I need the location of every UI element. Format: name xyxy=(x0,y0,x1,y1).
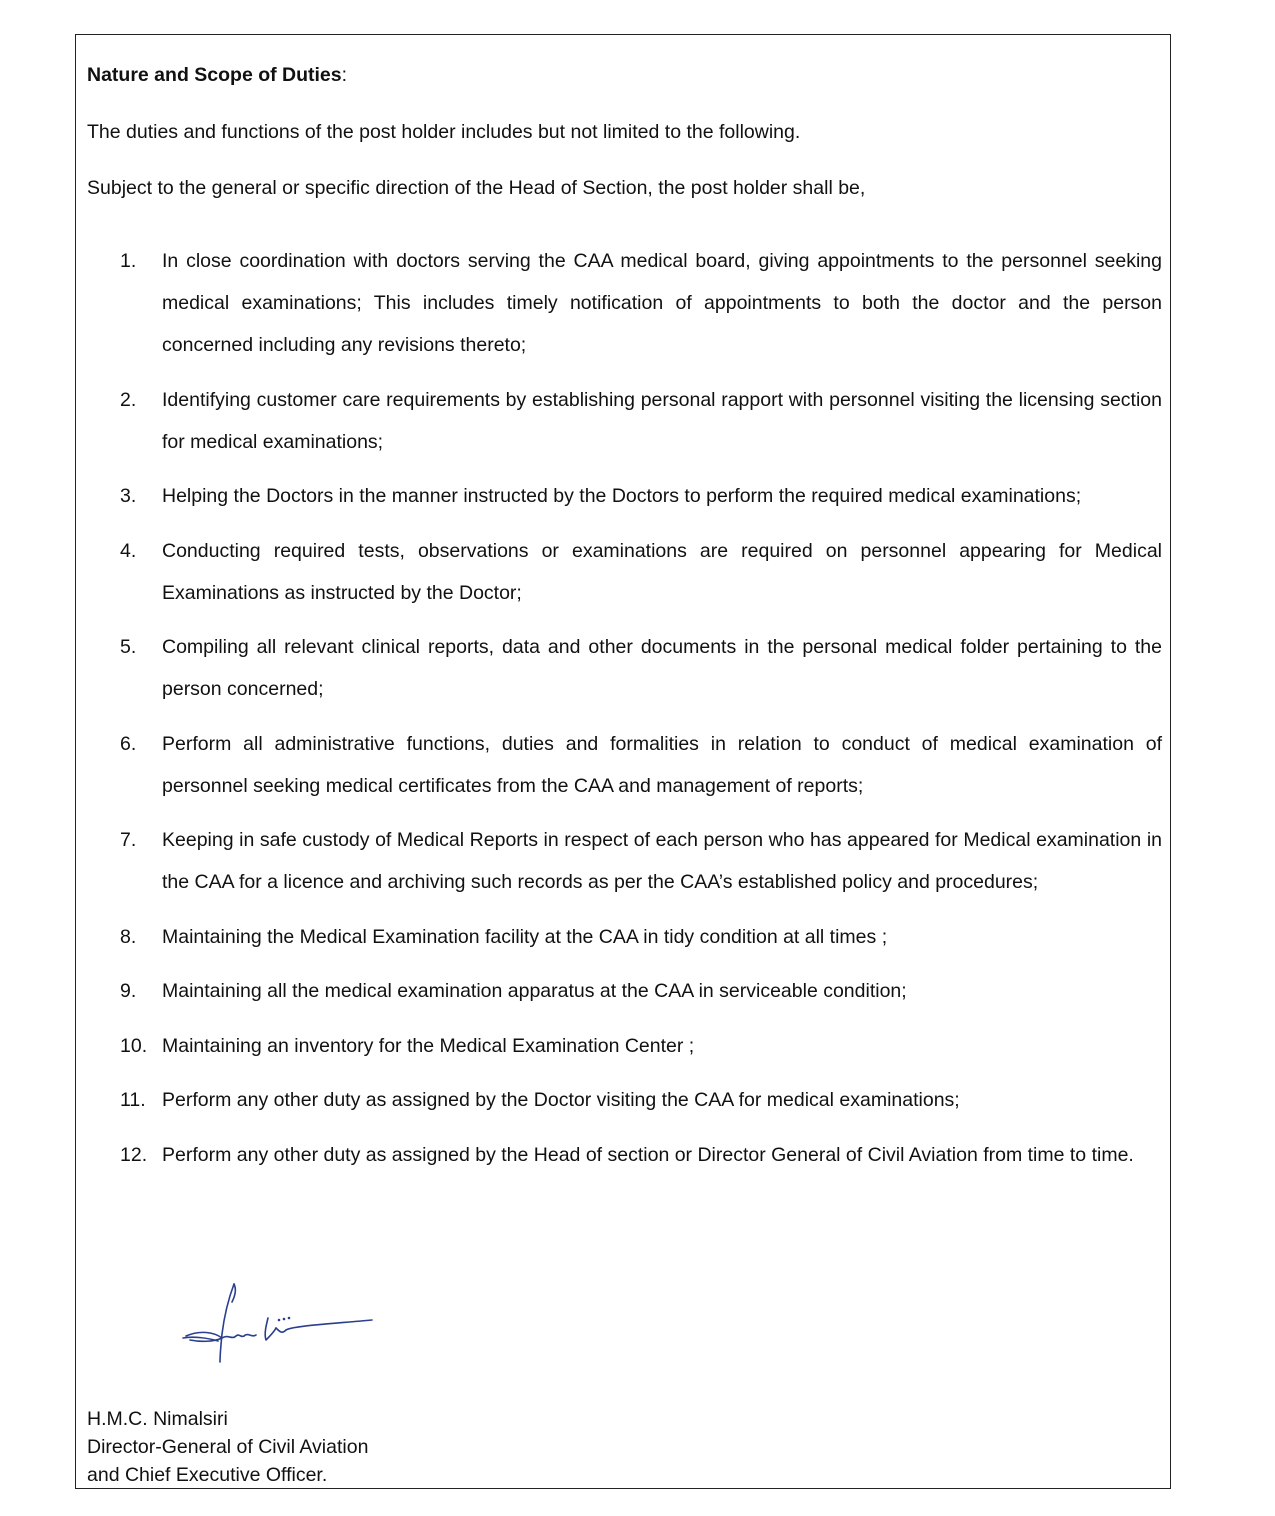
duty-number: 3. xyxy=(120,485,137,507)
duty-text: Conducting required tests, observations or examinations are required on personnel appearing for Medical Examinations as instructed by the Doctor; xyxy=(162,539,1162,604)
duty-number: 1. xyxy=(120,250,137,272)
duty-text: Perform any other duty as assigned by the Doctor visiting the CAA for medical examinations; xyxy=(162,1089,960,1111)
duty-item xyxy=(120,819,1162,903)
signatory-title-continued: and Chief Executive Officer. xyxy=(87,1464,328,1486)
duty-number: 2. xyxy=(120,388,137,411)
section-heading xyxy=(87,64,347,87)
subject-paragraph: Subject to the general or specific direction of the Head of Section, the post holder shall be, xyxy=(87,177,866,199)
section-heading-colon: : xyxy=(341,64,348,86)
duty-text: Perform any other duty as assigned by the Head of section or Director General of Civil Aviation from time to time. xyxy=(162,1143,1134,1166)
signatory-name: H.M.C. Nimalsiri xyxy=(87,1408,228,1430)
intro-paragraph: The duties and functions of the post holder includes but not limited to the following. xyxy=(87,121,801,143)
duty-text: Helping the Doctors in the manner instructed by the Doctors to perform the required medical examinations; xyxy=(162,485,1082,507)
duty-text: In close coordination with doctors serving the CAA medical board, giving appointments to the personnel seeking medical examinations; This includes timely notification of appointments to both the doctor and the person concerned including any revisions thereto; xyxy=(162,250,1162,356)
duty-item xyxy=(120,1079,1162,1121)
duty-item xyxy=(120,916,1162,958)
duty-item xyxy=(120,970,1162,1012)
duty-text: Maintaining the Medical Examination facility at the CAA in tidy condition at all times ; xyxy=(162,925,888,948)
duty-number: 5. xyxy=(120,636,137,658)
duty-text: Perform all administrative functions, duties and formalities in relation to conduct of medical examination of personnel seeking medical certificates from the CAA and management of reports; xyxy=(162,732,1162,797)
duty-item xyxy=(120,626,1162,710)
duty-item xyxy=(120,240,1162,366)
duty-item xyxy=(120,1134,1162,1176)
signatory-title: Director-General of Civil Aviation xyxy=(87,1436,369,1458)
duty-text: Identifying customer care requirements by establishing personal rapport with personnel visiting the licensing section for medical examinations; xyxy=(162,388,1162,453)
section-heading-text: Nature and Scope of Duties xyxy=(87,64,342,86)
duty-number: 12. xyxy=(120,1143,148,1166)
duty-number: 7. xyxy=(120,829,137,851)
signature-image xyxy=(178,1278,378,1373)
duty-number: 9. xyxy=(120,980,137,1002)
duty-text: Keeping in safe custody of Medical Reports in respect of each person who has appeared for Medical examination in the CAA for a licence and archiving such records as per the CAA’s established policy and procedures; xyxy=(162,829,1162,893)
duty-number: 11. xyxy=(120,1089,146,1111)
duty-item xyxy=(120,530,1162,614)
duty-number: 8. xyxy=(120,925,137,948)
duty-item xyxy=(120,379,1162,463)
duty-number: 10. xyxy=(120,1034,148,1057)
duty-text: Maintaining all the medical examination apparatus at the CAA in serviceable condition; xyxy=(162,980,907,1002)
duty-text: Compiling all relevant clinical reports, data and other documents in the personal medical folder pertaining to the person concerned; xyxy=(162,636,1162,700)
duty-number: 6. xyxy=(120,732,137,755)
duty-item xyxy=(120,1025,1162,1067)
duty-item xyxy=(120,475,1162,517)
duty-number: 4. xyxy=(120,539,137,562)
duties-list xyxy=(120,240,1162,1188)
duty-item xyxy=(120,723,1162,807)
duty-text: Maintaining an inventory for the Medical Examination Center ; xyxy=(162,1034,695,1057)
